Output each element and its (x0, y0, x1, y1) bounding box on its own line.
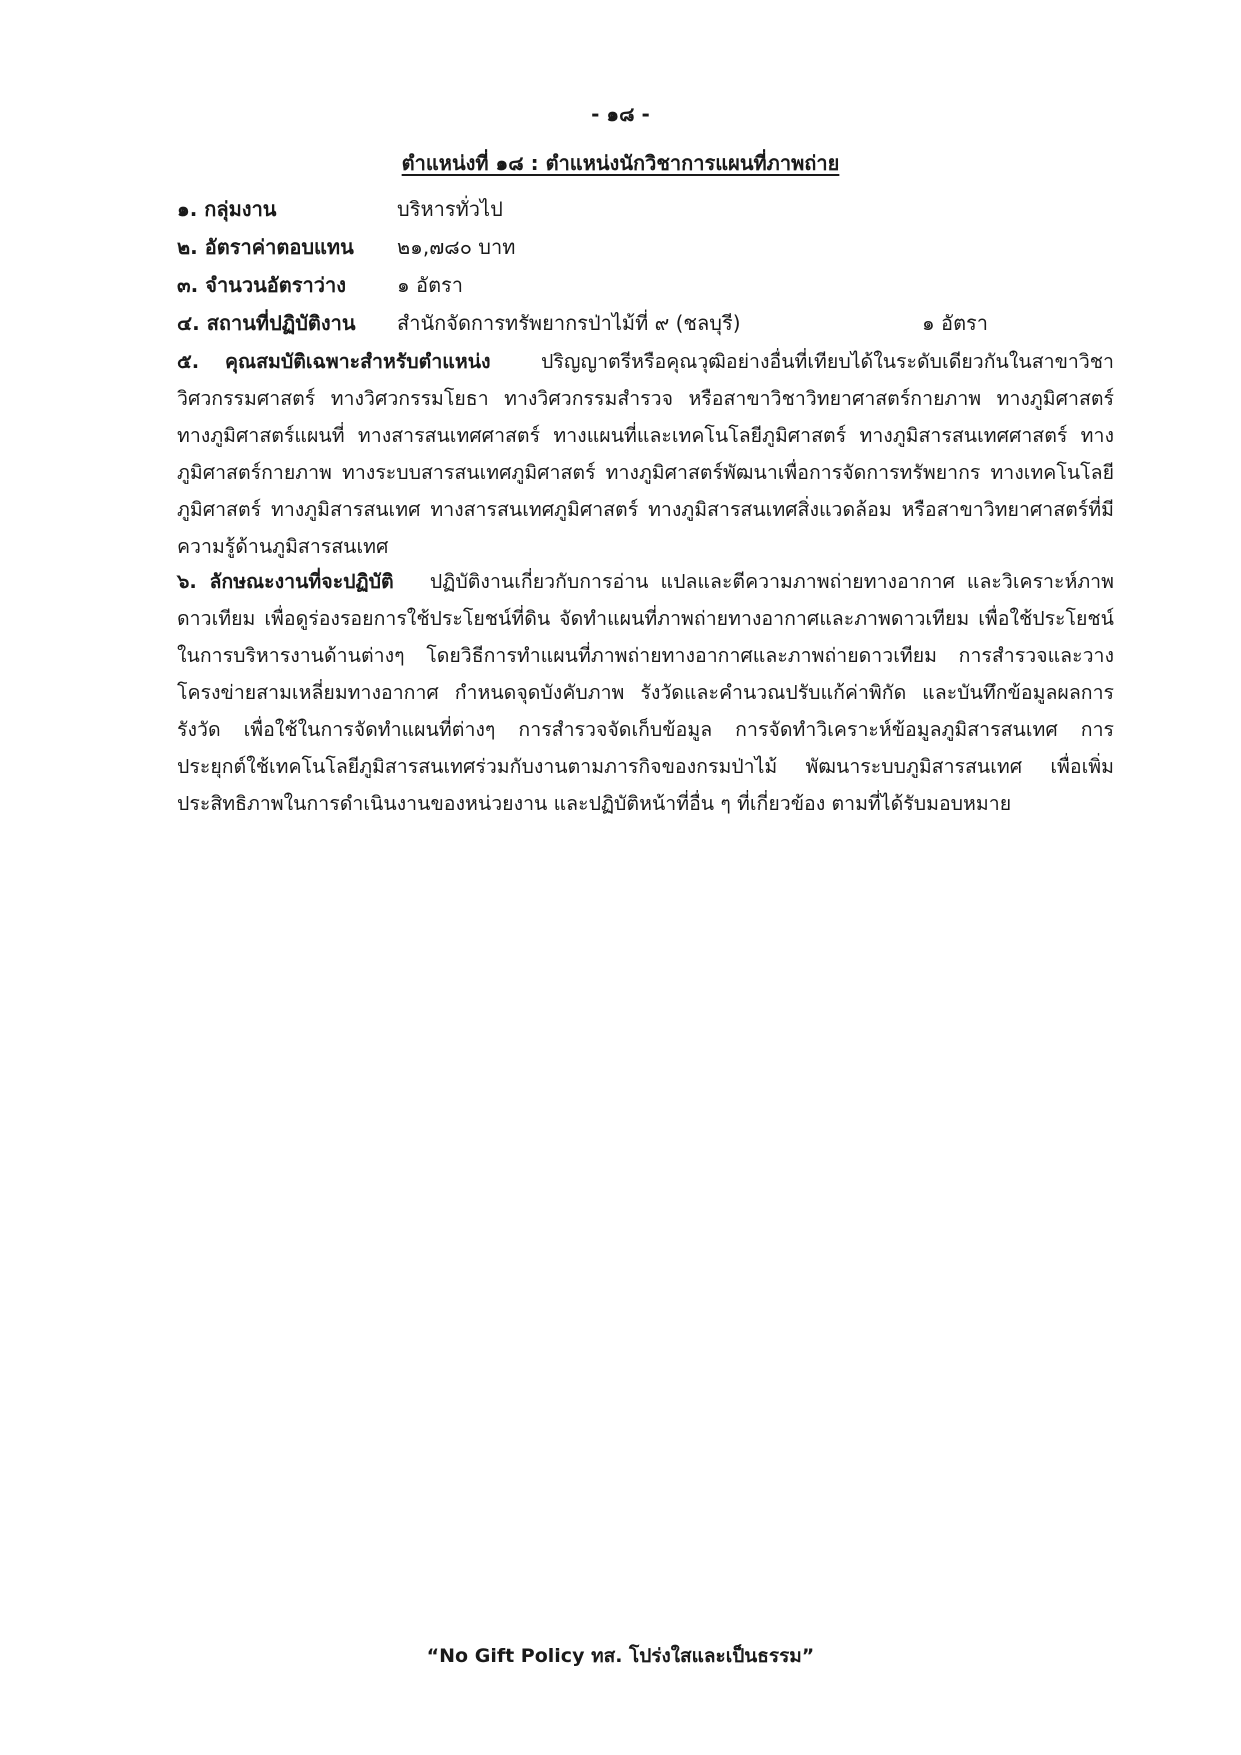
field-value: บริหารทั่วไป (397, 197, 503, 221)
footer-slogan: “No Gift Policy ทส. โปร่งใสและเป็นธรรม” (426, 1645, 815, 1667)
duties-text: ปฏิบัติงานเกี่ยวกับการอ่าน แปลและตีความภาพถ่ายทางอากาศ และวิเคราะห์ภาพดาวเทียม เพื่อดูร่องรอยการใช้ประโยชน์ที่ดิน จัดทำแผนที่ภาพถ่ายทางอากาศและภาพดาวเทียม เพื่อใช้ประโยชน์ในการบริหารงานด้านต่างๆ โดยวิธีการทำแผนที่ภาพถ่ายทางอากาศและภาพถ่ายดาวเทียม การสำรวจและวางโครงข่ายสามเหลี่ยมทางอากาศ กำหนดจุดบังคับภาพ รังวัดและคำนวณปรับแก้ค่าพิกัด และบันทึกข้อมูลผลการรังวัด เพื่อใช้ในการจัดทำแผนที่ต่างๆ การสำรวจจัดเก็บข้อมูล การจัดทำวิเคราะห์ข้อมูลภูมิสารสนเทศ การประยุกต์ใช้เทคโนโลยีภูมิสารสนเทศร่วมกับงานตามภารกิจของกรมป่าไม้ พัฒนาระบบภูมิสารสนเทศ เพื่อเพิ่มประสิทธิภาพในการดำเนินงานของหน่วยงาน และปฏิบัติหน้าที่อื่น ๆ ที่เกี่ยวข้อง ตามที่ได้รับมอบหมาย (177, 570, 1114, 815)
field-work-group (177, 194, 503, 224)
field-extra-count: ๑ อัตรา (922, 311, 989, 335)
field-vacancies (177, 270, 464, 300)
qualification-text: ปริญญาตรีหรือคุณวุฒิอย่างอื่นที่เทียบได้ในระดับเดียวกันในสาขาวิชาวิศวกรรมศาสตร์ ทางวิศวกรรมโยธา ทางวิศวกรรมสำรวจ หรือสาขาวิชาวิทยาศาสตร์กายภาพ ทางภูมิศาสตร์ ทางภูมิศาสตร์แผนที่ ทางสารสนเทศศาสตร์ ทางแผนที่และเทคโนโลยีภูมิศาสตร์ ทางภูมิสารสนเทศศาสตร์ ทางภูมิศาสตร์กายภาพ ทางระบบสารสนเทศภูมิศาสตร์ ทางภูมิศาสตร์พัฒนาเพื่อการจัดการทรัพยากร ทางเทคโนโลยีภูมิศาสตร์ ทางภูมิสารสนเทศ ทางสารสนเทศภูมิศาสตร์ ทางภูมิสารสนเทศสิ่งแวดล้อม หรือสาขาวิทยาศาสตร์ที่มีความรู้ด้านภูมิสารสนเทศ (177, 350, 1114, 558)
qualification-label: ๕. คุณสมบัติเฉพาะสำหรับตำแหน่ง (177, 350, 491, 373)
qualification-section (177, 343, 1114, 565)
field-compensation (177, 232, 516, 262)
field-value: ๒๑,๗๘๐ บาท (397, 235, 516, 259)
page-number: - ๑๘ - (591, 102, 650, 126)
field-value: ๑ อัตรา (397, 273, 464, 297)
field-label: ๑. กลุ่มงาน (177, 197, 277, 221)
field-label: ๔. สถานที่ปฏิบัติงาน (177, 311, 356, 335)
page-title: ตำแหน่งที่ ๑๘ : ตำแหน่งนักวิชาการแผนที่ภาพถ่าย (401, 151, 840, 175)
duties-label: ๖. ลักษณะงานที่จะปฏิบัติ (177, 570, 394, 593)
field-workplace (177, 308, 989, 338)
duties-section (177, 563, 1114, 822)
field-label: ๒. อัตราค่าตอบแทน (177, 235, 354, 259)
field-label: ๓. จำนวนอัตราว่าง (177, 273, 346, 297)
field-value: สำนักจัดการทรัพยากรป่าไม้ที่ ๙ (ชลบุรี) (397, 311, 741, 335)
